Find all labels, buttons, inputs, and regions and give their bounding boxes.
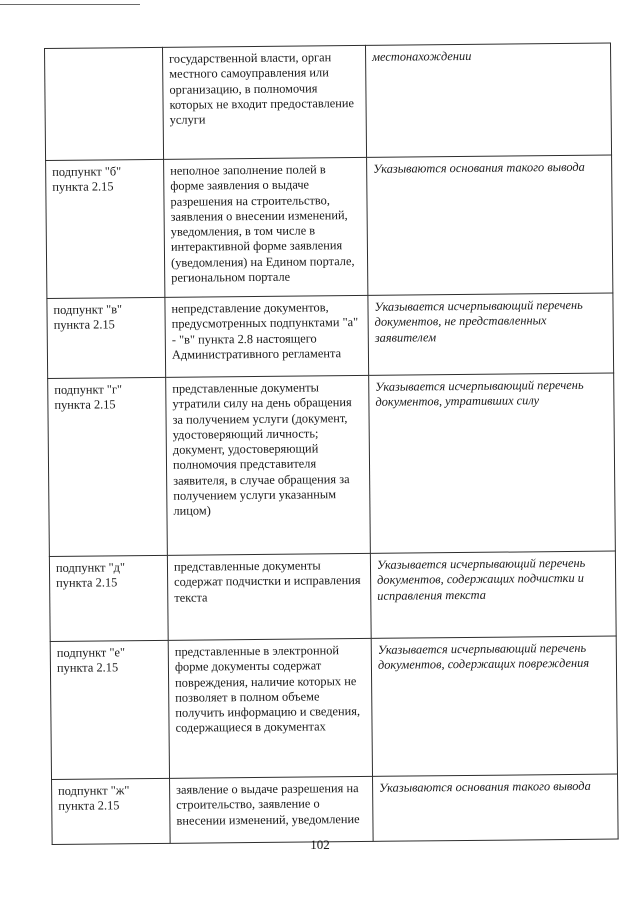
note-text: Указывается исчерпывающий перечень документов, содержащих повреждения <box>377 640 590 673</box>
note-cell <box>371 636 617 776</box>
condition-text: заявление о выдаче разрешения на строительство, заявление о внесении изменений, уведомление <box>176 781 360 828</box>
basis-text: подпункт "д" пункта 2.15 <box>55 560 126 591</box>
note-text: Указываются основания такого вывода <box>379 778 591 795</box>
table-row <box>48 373 616 556</box>
header-rule <box>0 4 140 5</box>
condition-cell <box>165 295 369 377</box>
table-row <box>52 774 619 844</box>
condition-text: представленные документы утратили силу на день обращения за получением услуги (документ, удостоверяющий личность; документ, удостоверяющий полномочия представителя заявителя, в случае обращения за получением услуги указанным лицом) <box>172 380 352 519</box>
condition-text: непредставление документов, предусмотренных подпунктами "а" - "в" пункта 2.8 настоящего Административного регламента <box>171 300 359 362</box>
note-cell <box>369 373 616 553</box>
note-text: Указывается исчерпывающий перечень документов, содержащих подчистки и исправления текста <box>376 555 586 603</box>
note-text: Указывается исчерпывающий перечень документов, утративших силу <box>375 377 584 410</box>
note-text: местонахождении <box>372 48 472 64</box>
basis-cell <box>47 297 166 378</box>
note-cell <box>368 293 614 375</box>
table-row <box>50 636 617 779</box>
table-row <box>45 43 612 160</box>
table-row <box>49 551 616 641</box>
basis-text <box>51 52 157 53</box>
basis-cell <box>52 778 171 844</box>
basis-text: подпункт "г" пункта 2.15 <box>54 382 123 413</box>
condition-text: представленные документы содержат подчистки и исправления текста <box>173 558 361 605</box>
basis-text: подпункт "е" пункта 2.15 <box>56 645 126 676</box>
basis-cell <box>49 555 168 641</box>
basis-text: подпункт "б" пункта 2.15 <box>52 164 122 195</box>
condition-cell <box>168 638 372 778</box>
basis-text: подпункт "ж" пункта 2.15 <box>58 783 130 814</box>
note-text: Указывается исчерпывающий перечень документов, не представленных заявителем <box>374 297 583 345</box>
condition-cell <box>166 375 371 555</box>
basis-cell <box>50 640 169 779</box>
condition-cell <box>170 776 374 843</box>
note-text: Указываются основания такого вывода <box>373 159 585 176</box>
note-cell <box>367 155 613 295</box>
condition-cell <box>162 45 366 159</box>
condition-cell <box>167 553 371 640</box>
condition-text: неполное заполнение полей в форме заявления о выдаче разрешения на строительство, заявления о внесении изменений, уведомления, в том числе в интерактивной форме заявления (уведомления) на Едином портале, региональном портале <box>170 162 355 285</box>
note-cell <box>365 43 611 157</box>
basis-cell <box>45 47 164 160</box>
condition-cell <box>164 157 368 297</box>
condition-text: представленные в электронной форме документы содержат повреждения, наличие которых не позволяет в полном объеме получить информацию и сведения, содержащиеся в документах <box>174 643 361 736</box>
basis-text: подпункт "в" пункта 2.15 <box>53 302 123 333</box>
page-number: 102 <box>310 837 330 852</box>
basis-cell <box>48 377 168 556</box>
table-row <box>47 293 614 378</box>
refusal-grounds-table <box>44 43 619 845</box>
basis-cell <box>46 159 165 298</box>
note-cell <box>373 774 619 841</box>
condition-text: государственной власти, орган местного самоуправления или организацию, в полномочия которых не входит предоставление услуги <box>169 50 355 127</box>
table-row <box>46 155 613 298</box>
note-cell <box>370 551 616 638</box>
